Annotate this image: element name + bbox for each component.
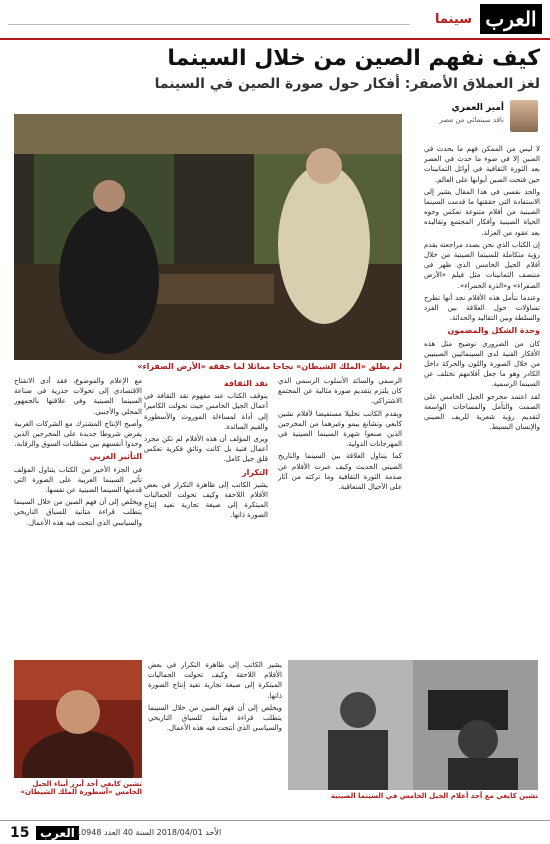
subheading: نقد الثقافة [223, 379, 268, 388]
page-footer [0, 820, 550, 844]
paragraph: كما يتناول العلاقة بين السينما والتاريخ الصيني الحديث وكيف عبرت الأفلام عن صدمة الثورة الثقافية وما تركته من آثار على الأجيال المتعاقبة. [278, 452, 402, 492]
paragraph: إن الكتاب الذي نحن بصدد مراجعته يقدم رؤية متكاملة للسينما الصينية من خلال أفلام الجيل الخامس الذي ظهر في منتصف الثمانينات مثل فيلم «الأرض الصفراء» و«الذرة الحمراء». [424, 240, 540, 290]
paragraph: يشير الكاتب إلى ظاهرة التكرار في بعض الأفلام اللاحقة وكيف تحولت الجماليات المبتكرة إلى صيغة تجارية تعيد إنتاج الصورة ذاتها. [144, 480, 268, 520]
paragraph: والحد نفسي في هذا المقال يشير إلى الاستفادة التي حققتها ما قدمت السينما الصينية من أفلام متنوعة تعكس وجوه الحياة الصينية وأفكار المجتمع وتقاليده بعد عقود من العزلة. [424, 187, 540, 237]
paragraph: لقد اعتمد مخرجو الجيل الخامس على الصمت والتأمل والمساحات الواسعة لتقديم رؤية شعرية للريف الصيني والإنسان البسيط. [424, 392, 540, 432]
paragraph: ويرى المؤلف أن هذه الأفلام لم تكن مجرد أعمال فنية بل كانت وثائق فكرية تعكس قلق جيل كامل. [144, 435, 268, 464]
paragraph: يشير الكاتب إلى ظاهرة التكرار في بعض الأفلام اللاحقة وكيف تحولت الجماليات المبتكرة إلى صيغة تجارية تعيد إنتاج الصورة ذاتها. [148, 661, 282, 700]
column-2 [278, 376, 402, 656]
paragraph: ويخلص إلى أن فهم الصين من خلال السينما يتطلب قراءة متأنية للسياق التاريخي والسياسي الذي أنتجت فيه هذه الأعمال. [14, 498, 142, 527]
author-avatar [510, 100, 538, 132]
section-label: سينما [435, 12, 472, 27]
paragraph: ويخلص إلى أن فهم الصين من خلال السينما يتطلب قراءة متأنية للسياق التاريخي والسياسي الذي أنتجت فيه هذه الأعمال. [148, 703, 282, 733]
paragraph: في الجزء الأخير من الكتاب يتناول المؤلف تأثير السينما الغربية على الصورة التي قدمتها السينما الصينية عن نفسها. [14, 465, 142, 495]
masthead [0, 0, 550, 40]
paragraph: مع الإعلام والموضوع، فقد أدى الانفتاح الاقتصادي إلى تحولات جذرية في صناعة السينما الصينية وفي علاقتها بالجمهور المحلي والأجنبي. [14, 377, 142, 416]
subheading: التكرار [242, 467, 268, 477]
director-photo [288, 660, 538, 790]
paragraph: لا ليس من الممكن فهم ما يحدث في الصين إلا في ضوء ما حدث في العصر بعد الثورة الثقافية في أوائل الثمانينات حين فتحت الصين أبوابها على العالم. [424, 145, 540, 184]
portrait-photo-caption: تشين كايغي أحد أبرز أبناء الجيل الخامس «أسطورة الملك الشيطان» [20, 780, 142, 796]
issue-date: الأحد 2018/04/01 السنة 40 العدد 10948 [76, 828, 222, 837]
paragraph: يتوقف الكتاب عند مفهوم نقد الثقافة في أعمال الجيل الخامس حيث تحولت الكاميرا إلى أداة لمساءلة الموروث والأسطورة والقيم السائدة. [144, 392, 268, 431]
newspaper-logo: العرب [480, 4, 542, 34]
column-4 [14, 376, 142, 656]
author-name: أمير العمري [451, 103, 504, 113]
column-1-paragraphs [424, 144, 540, 323]
author-byline [438, 100, 538, 136]
portrait-photo [14, 660, 142, 778]
article-headline: كيف نفهم الصين من خلال السينما [167, 46, 540, 71]
article-subhead: لغز العملاق الأصفر: أفكار حول صورة الصين في السينما [154, 76, 540, 92]
paragraph: كان من الضروري توضيح مثل هذه الأفكار الفنية لدى السينمائيين الصينيين من خلال الصورة واللون والحركة داخل الكادر وهو ما جعل أفلامهم تختلف عن السينما الرسمية. [424, 339, 540, 389]
paragraph: وعندما نتأمل هذه الأفلام نجد أنها تطرح تساؤلات حول العلاقة بين الفرد والسلطة وبين التقاليد والحداثة. [424, 293, 540, 323]
paragraph: وأصبح الإنتاج المشترك مع الشركات الغربية يفرض شروطا جديدة على المخرجين الذين وجدوا أنفسهم بين متطلبات السوق والرقابة. [14, 419, 142, 449]
column-5 [148, 660, 282, 810]
header-rule [8, 24, 410, 25]
paragraph: ويقدم الكاتب تحليلا مستفيضا لأفلام تشين كايغي وتشانغ ييمو وغيرهما من المخرجين الذين صنعوا شهرة السينما الصينية في المهرجانات الدولية. [278, 409, 402, 449]
lead-photo [14, 114, 402, 360]
paragraph: الرسمي والسائد الأسلوب الرسمي الذي كان يلتزم بتقديم صورة مثالية عن المجتمع الاشتراكي. [278, 377, 402, 406]
subheading: وحدة الشكل والمضمون [447, 326, 540, 336]
column-3 [144, 376, 268, 656]
footer-logo: العرب [36, 826, 79, 840]
page-number: 15 [10, 825, 30, 841]
author-role: ناقد سينمائي من مصر [439, 116, 504, 124]
lead-photo-caption: لم يطلق «الملك الشيطان» نجاحا مماثلا لما حققه «الأرض الصفراء» [137, 362, 402, 371]
subheading: التأثير الغربي [89, 452, 142, 462]
column-1 [424, 144, 540, 654]
header-divider [0, 38, 550, 40]
director-photo-caption: تشين كايغي مع أحد أعلام الجيل الخامس في السينما الصينية [330, 792, 538, 800]
